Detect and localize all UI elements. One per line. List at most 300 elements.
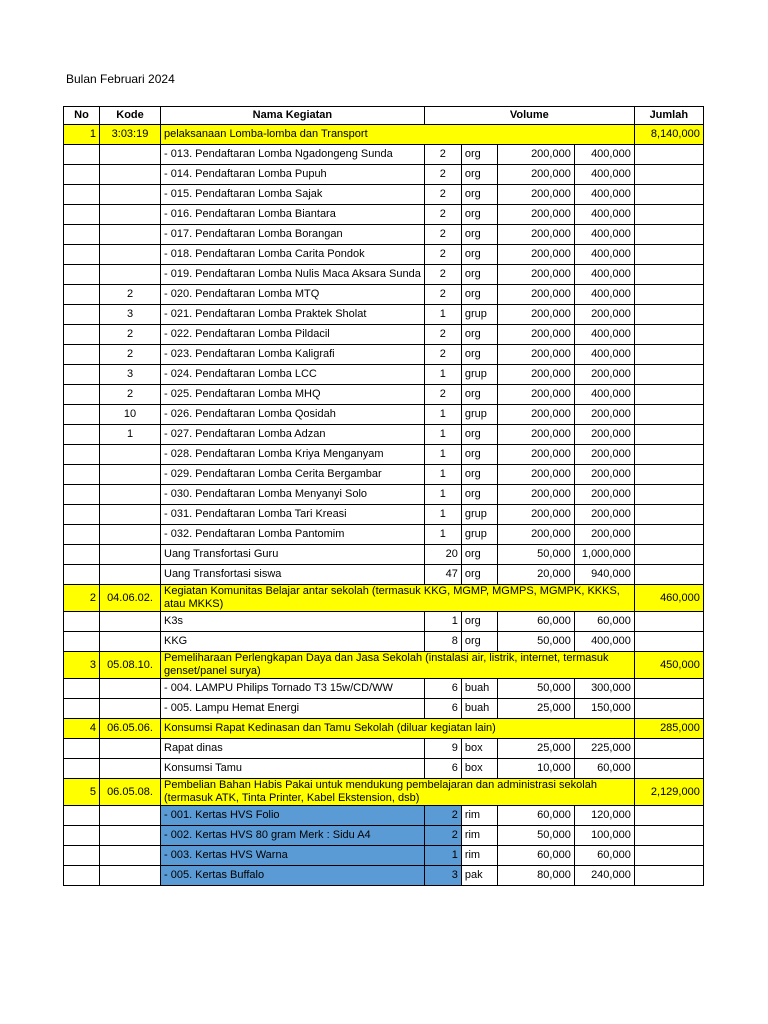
row-no: 3 bbox=[64, 652, 100, 679]
row-unit: grup bbox=[461, 505, 497, 525]
row-nama: - 028. Pendaftaran Lomba Kriya Menganyam bbox=[161, 445, 425, 465]
row-jumlah: 8,140,000 bbox=[634, 125, 703, 145]
row-no: 2 bbox=[64, 585, 100, 612]
row-nama: - 015. Pendaftaran Lomba Sajak bbox=[161, 185, 425, 205]
table-row bbox=[64, 165, 704, 185]
row-qty: 2 bbox=[424, 806, 461, 826]
row-no bbox=[64, 545, 100, 565]
row-no bbox=[64, 165, 100, 185]
row-price: 25,000 bbox=[497, 739, 574, 759]
row-nama: Pemeliharaan Perlengkapan Daya dan Jasa Sekolah (instalasi air, listrik, internet, termasuk genset/panel surya) bbox=[161, 652, 635, 679]
row-qty: 6 bbox=[424, 679, 461, 699]
row-jumlah bbox=[634, 285, 703, 305]
row-kode: 06.05.08. bbox=[100, 779, 161, 806]
row-jumlah: 2,129,000 bbox=[634, 779, 703, 806]
row-no bbox=[64, 505, 100, 525]
row-price: 20,000 bbox=[497, 565, 574, 585]
row-total: 200,000 bbox=[574, 305, 634, 325]
row-jumlah bbox=[634, 806, 703, 826]
row-qty: 1 bbox=[424, 505, 461, 525]
header-nama: Nama Kegiatan bbox=[161, 107, 425, 125]
row-price: 200,000 bbox=[497, 285, 574, 305]
budget-table bbox=[63, 106, 704, 886]
row-total: 100,000 bbox=[574, 826, 634, 846]
row-kode bbox=[100, 145, 161, 165]
row-no bbox=[64, 405, 100, 425]
row-unit: pak bbox=[461, 866, 497, 886]
row-total: 400,000 bbox=[574, 245, 634, 265]
row-qty: 2 bbox=[424, 345, 461, 365]
row-price: 200,000 bbox=[497, 445, 574, 465]
row-total: 200,000 bbox=[574, 445, 634, 465]
row-total: 300,000 bbox=[574, 679, 634, 699]
row-total: 60,000 bbox=[574, 759, 634, 779]
row-jumlah bbox=[634, 826, 703, 846]
row-qty: 2 bbox=[424, 225, 461, 245]
row-price: 200,000 bbox=[497, 245, 574, 265]
row-kode bbox=[100, 525, 161, 545]
row-jumlah bbox=[634, 225, 703, 245]
row-nama: - 003. Kertas HVS Warna bbox=[161, 846, 425, 866]
row-total: 940,000 bbox=[574, 565, 634, 585]
row-kode: 05.08.10. bbox=[100, 652, 161, 679]
row-nama: - 014. Pendaftaran Lomba Pupuh bbox=[161, 165, 425, 185]
row-total: 400,000 bbox=[574, 325, 634, 345]
row-unit: grup bbox=[461, 405, 497, 425]
table-body bbox=[64, 125, 704, 886]
row-kode bbox=[100, 806, 161, 826]
table-row bbox=[64, 565, 704, 585]
row-kode: 2 bbox=[100, 385, 161, 405]
row-jumlah: 450,000 bbox=[634, 652, 703, 679]
row-qty: 2 bbox=[424, 165, 461, 185]
row-price: 50,000 bbox=[497, 632, 574, 652]
row-total: 200,000 bbox=[574, 525, 634, 545]
table-row bbox=[64, 465, 704, 485]
row-no bbox=[64, 485, 100, 505]
row-no bbox=[64, 826, 100, 846]
table-row bbox=[64, 345, 704, 365]
row-total: 400,000 bbox=[574, 165, 634, 185]
row-price: 200,000 bbox=[497, 505, 574, 525]
table-row bbox=[64, 245, 704, 265]
row-total: 200,000 bbox=[574, 465, 634, 485]
header-kode: Kode bbox=[100, 107, 161, 125]
row-jumlah bbox=[634, 485, 703, 505]
row-nama: Pembelian Bahan Habis Pakai untuk mendukung pembelajaran dan administrasi sekolah (termasuk ATK, Tinta Printer, Kabel Ekstension, dsb) bbox=[161, 779, 635, 806]
row-kode: 3:03:19 bbox=[100, 125, 161, 145]
table-row bbox=[64, 739, 704, 759]
table-row bbox=[64, 679, 704, 699]
row-price: 50,000 bbox=[497, 826, 574, 846]
row-price: 200,000 bbox=[497, 365, 574, 385]
row-price: 60,000 bbox=[497, 612, 574, 632]
row-total: 400,000 bbox=[574, 185, 634, 205]
table-row bbox=[64, 632, 704, 652]
row-kode: 10 bbox=[100, 405, 161, 425]
table-row bbox=[64, 485, 704, 505]
row-kode bbox=[100, 866, 161, 886]
row-kode bbox=[100, 445, 161, 465]
row-total: 150,000 bbox=[574, 699, 634, 719]
row-no bbox=[64, 679, 100, 699]
table-row bbox=[64, 505, 704, 525]
row-price: 10,000 bbox=[497, 759, 574, 779]
row-unit: org bbox=[461, 225, 497, 245]
row-total: 400,000 bbox=[574, 145, 634, 165]
row-total: 60,000 bbox=[574, 612, 634, 632]
row-price: 25,000 bbox=[497, 699, 574, 719]
row-jumlah bbox=[634, 185, 703, 205]
row-jumlah bbox=[634, 165, 703, 185]
row-nama: - 032. Pendaftaran Lomba Pantomim bbox=[161, 525, 425, 545]
row-qty: 2 bbox=[424, 325, 461, 345]
row-no bbox=[64, 565, 100, 585]
row-unit: org bbox=[461, 385, 497, 405]
row-total: 200,000 bbox=[574, 505, 634, 525]
row-unit: org bbox=[461, 545, 497, 565]
row-no bbox=[64, 145, 100, 165]
row-kode bbox=[100, 225, 161, 245]
row-kode bbox=[100, 699, 161, 719]
row-qty: 1 bbox=[424, 465, 461, 485]
row-price: 200,000 bbox=[497, 425, 574, 445]
row-unit: org bbox=[461, 465, 497, 485]
table-row bbox=[64, 225, 704, 245]
row-jumlah bbox=[634, 445, 703, 465]
row-qty: 2 bbox=[424, 145, 461, 165]
row-jumlah bbox=[634, 632, 703, 652]
row-nama: - 020. Pendaftaran Lomba MTQ bbox=[161, 285, 425, 305]
row-qty: 20 bbox=[424, 545, 461, 565]
row-total: 200,000 bbox=[574, 485, 634, 505]
row-total: 200,000 bbox=[574, 425, 634, 445]
row-no bbox=[64, 345, 100, 365]
table-row bbox=[64, 866, 704, 886]
row-nama: - 019. Pendaftaran Lomba Nulis Maca Aksara Sunda bbox=[161, 265, 425, 285]
row-jumlah bbox=[634, 325, 703, 345]
row-kode bbox=[100, 265, 161, 285]
row-unit: org bbox=[461, 612, 497, 632]
row-nama: - 001. Kertas HVS Folio bbox=[161, 806, 425, 826]
row-jumlah bbox=[634, 545, 703, 565]
row-total: 400,000 bbox=[574, 632, 634, 652]
row-kode: 3 bbox=[100, 365, 161, 385]
header-jumlah: Jumlah bbox=[634, 107, 703, 125]
row-jumlah bbox=[634, 145, 703, 165]
row-nama: - 013. Pendaftaran Lomba Ngadongeng Sunda bbox=[161, 145, 425, 165]
row-nama: - 018. Pendaftaran Lomba Carita Pondok bbox=[161, 245, 425, 265]
row-nama: - 022. Pendaftaran Lomba Pildacil bbox=[161, 325, 425, 345]
row-unit: org bbox=[461, 285, 497, 305]
row-total: 400,000 bbox=[574, 385, 634, 405]
row-no bbox=[64, 185, 100, 205]
row-qty: 6 bbox=[424, 699, 461, 719]
row-kode bbox=[100, 505, 161, 525]
row-kode bbox=[100, 612, 161, 632]
row-kode: 2 bbox=[100, 345, 161, 365]
row-qty: 2 bbox=[424, 285, 461, 305]
row-nama: - 002. Kertas HVS 80 gram Merk : Sidu A4 bbox=[161, 826, 425, 846]
row-price: 200,000 bbox=[497, 185, 574, 205]
header-no: No bbox=[64, 107, 100, 125]
row-unit: org bbox=[461, 245, 497, 265]
row-qty: 1 bbox=[424, 525, 461, 545]
row-no bbox=[64, 265, 100, 285]
row-no bbox=[64, 325, 100, 345]
row-qty: 1 bbox=[424, 445, 461, 465]
row-jumlah: 285,000 bbox=[634, 719, 703, 739]
row-qty: 1 bbox=[424, 365, 461, 385]
row-jumlah bbox=[634, 205, 703, 225]
row-nama: - 016. Pendaftaran Lomba Biantara bbox=[161, 205, 425, 225]
row-no bbox=[64, 205, 100, 225]
row-total: 400,000 bbox=[574, 205, 634, 225]
row-nama: Konsumsi Rapat Kedinasan dan Tamu Sekolah (diluar kegiatan lain) bbox=[161, 719, 635, 739]
row-no: 1 bbox=[64, 125, 100, 145]
row-total: 225,000 bbox=[574, 739, 634, 759]
row-total: 400,000 bbox=[574, 225, 634, 245]
row-nama: Kegiatan Komunitas Belajar antar sekolah (termasuk KKG, MGMP, MGMPS, MGMPK, KKKS, atau MKKS) bbox=[161, 585, 635, 612]
row-unit: org bbox=[461, 185, 497, 205]
row-kode: 04.06.02. bbox=[100, 585, 161, 612]
row-jumlah bbox=[634, 405, 703, 425]
row-no bbox=[64, 385, 100, 405]
row-price: 200,000 bbox=[497, 225, 574, 245]
table-row bbox=[64, 545, 704, 565]
row-jumlah bbox=[634, 265, 703, 285]
row-price: 200,000 bbox=[497, 405, 574, 425]
section-row bbox=[64, 125, 704, 145]
row-no bbox=[64, 425, 100, 445]
row-total: 400,000 bbox=[574, 285, 634, 305]
row-unit: org bbox=[461, 445, 497, 465]
row-nama: - 027. Pendaftaran Lomba Adzan bbox=[161, 425, 425, 445]
row-unit: grup bbox=[461, 365, 497, 385]
row-jumlah bbox=[634, 866, 703, 886]
table-row bbox=[64, 265, 704, 285]
row-price: 200,000 bbox=[497, 265, 574, 285]
row-jumlah bbox=[634, 846, 703, 866]
row-kode bbox=[100, 485, 161, 505]
row-price: 200,000 bbox=[497, 465, 574, 485]
table-row bbox=[64, 826, 704, 846]
row-nama: KKG bbox=[161, 632, 425, 652]
row-unit: rim bbox=[461, 846, 497, 866]
row-kode bbox=[100, 759, 161, 779]
row-jumlah bbox=[634, 425, 703, 445]
row-qty: 6 bbox=[424, 759, 461, 779]
row-price: 200,000 bbox=[497, 305, 574, 325]
row-no bbox=[64, 465, 100, 485]
row-no bbox=[64, 759, 100, 779]
row-kode bbox=[100, 165, 161, 185]
row-total: 200,000 bbox=[574, 405, 634, 425]
table-row bbox=[64, 425, 704, 445]
row-unit: buah bbox=[461, 699, 497, 719]
row-unit: org bbox=[461, 265, 497, 285]
row-qty: 9 bbox=[424, 739, 461, 759]
table-row bbox=[64, 612, 704, 632]
row-unit: org bbox=[461, 485, 497, 505]
row-unit: org bbox=[461, 145, 497, 165]
row-price: 200,000 bbox=[497, 325, 574, 345]
row-nama: - 026. Pendaftaran Lomba Qosidah bbox=[161, 405, 425, 425]
row-kode bbox=[100, 679, 161, 699]
row-kode bbox=[100, 465, 161, 485]
row-price: 200,000 bbox=[497, 145, 574, 165]
row-price: 60,000 bbox=[497, 806, 574, 826]
row-no bbox=[64, 699, 100, 719]
row-nama: - 005. Lampu Hemat Energi bbox=[161, 699, 425, 719]
row-price: 200,000 bbox=[497, 345, 574, 365]
row-qty: 1 bbox=[424, 846, 461, 866]
row-unit: buah bbox=[461, 679, 497, 699]
row-price: 50,000 bbox=[497, 545, 574, 565]
table-row bbox=[64, 185, 704, 205]
row-no bbox=[64, 739, 100, 759]
row-unit: grup bbox=[461, 305, 497, 325]
row-no bbox=[64, 285, 100, 305]
row-qty: 2 bbox=[424, 265, 461, 285]
row-jumlah bbox=[634, 525, 703, 545]
row-nama: - 017. Pendaftaran Lomba Borangan bbox=[161, 225, 425, 245]
row-unit: org bbox=[461, 205, 497, 225]
row-qty: 2 bbox=[424, 826, 461, 846]
row-unit: org bbox=[461, 425, 497, 445]
section-row bbox=[64, 779, 704, 806]
row-jumlah bbox=[634, 505, 703, 525]
table-row bbox=[64, 445, 704, 465]
header-volume: Volume bbox=[424, 107, 634, 125]
row-total: 240,000 bbox=[574, 866, 634, 886]
row-qty: 3 bbox=[424, 866, 461, 886]
row-total: 120,000 bbox=[574, 806, 634, 826]
row-kode: 3 bbox=[100, 305, 161, 325]
row-kode bbox=[100, 545, 161, 565]
row-kode bbox=[100, 846, 161, 866]
row-no bbox=[64, 245, 100, 265]
row-no: 4 bbox=[64, 719, 100, 739]
section-row bbox=[64, 585, 704, 612]
row-price: 200,000 bbox=[497, 205, 574, 225]
table-row bbox=[64, 405, 704, 425]
row-nama: pelaksanaan Lomba-lomba dan Transport bbox=[161, 125, 635, 145]
table-row bbox=[64, 806, 704, 826]
row-total: 400,000 bbox=[574, 265, 634, 285]
row-jumlah bbox=[634, 679, 703, 699]
row-kode bbox=[100, 185, 161, 205]
row-total: 400,000 bbox=[574, 345, 634, 365]
row-jumlah bbox=[634, 612, 703, 632]
row-unit: org bbox=[461, 565, 497, 585]
row-nama: - 005. Kertas Buffalo bbox=[161, 866, 425, 886]
row-qty: 1 bbox=[424, 405, 461, 425]
table-row bbox=[64, 325, 704, 345]
row-unit: box bbox=[461, 739, 497, 759]
row-nama: Konsumsi Tamu bbox=[161, 759, 425, 779]
row-total: 1,000,000 bbox=[574, 545, 634, 565]
row-no bbox=[64, 365, 100, 385]
row-no bbox=[64, 305, 100, 325]
row-nama: - 029. Pendaftaran Lomba Cerita Bergambar bbox=[161, 465, 425, 485]
row-kode bbox=[100, 245, 161, 265]
row-price: 200,000 bbox=[497, 525, 574, 545]
table-row bbox=[64, 145, 704, 165]
row-qty: 47 bbox=[424, 565, 461, 585]
row-nama: - 021. Pendaftaran Lomba Praktek Sholat bbox=[161, 305, 425, 325]
row-jumlah bbox=[634, 385, 703, 405]
row-no bbox=[64, 445, 100, 465]
section-row bbox=[64, 719, 704, 739]
row-jumlah bbox=[634, 245, 703, 265]
row-qty: 2 bbox=[424, 385, 461, 405]
row-kode: 1 bbox=[100, 425, 161, 445]
row-qty: 2 bbox=[424, 205, 461, 225]
row-jumlah: 460,000 bbox=[634, 585, 703, 612]
row-jumlah bbox=[634, 465, 703, 485]
row-qty: 1 bbox=[424, 612, 461, 632]
row-nama: - 025. Pendaftaran Lomba MHQ bbox=[161, 385, 425, 405]
header-row bbox=[64, 107, 704, 125]
row-price: 200,000 bbox=[497, 485, 574, 505]
row-nama: Rapat dinas bbox=[161, 739, 425, 759]
row-nama: - 024. Pendaftaran Lomba LCC bbox=[161, 365, 425, 385]
row-kode bbox=[100, 739, 161, 759]
row-kode bbox=[100, 565, 161, 585]
table-row bbox=[64, 846, 704, 866]
row-nama: - 030. Pendaftaran Lomba Menyanyi Solo bbox=[161, 485, 425, 505]
row-nama: K3s bbox=[161, 612, 425, 632]
row-price: 80,000 bbox=[497, 866, 574, 886]
table-row bbox=[64, 699, 704, 719]
row-kode: 2 bbox=[100, 285, 161, 305]
row-unit: org bbox=[461, 345, 497, 365]
row-price: 60,000 bbox=[497, 846, 574, 866]
row-nama: - 004. LAMPU Philips Tornado T3 15w/CD/WW bbox=[161, 679, 425, 699]
row-price: 200,000 bbox=[497, 385, 574, 405]
row-price: 50,000 bbox=[497, 679, 574, 699]
row-qty: 1 bbox=[424, 305, 461, 325]
table-row bbox=[64, 385, 704, 405]
row-total: 200,000 bbox=[574, 365, 634, 385]
row-kode bbox=[100, 632, 161, 652]
row-jumlah bbox=[634, 565, 703, 585]
page-title: Bulan Februari 2024 bbox=[66, 72, 175, 86]
row-jumlah bbox=[634, 739, 703, 759]
row-no bbox=[64, 525, 100, 545]
row-unit: rim bbox=[461, 826, 497, 846]
row-kode bbox=[100, 205, 161, 225]
row-jumlah bbox=[634, 759, 703, 779]
table-row bbox=[64, 285, 704, 305]
row-qty: 2 bbox=[424, 245, 461, 265]
row-no: 5 bbox=[64, 779, 100, 806]
row-jumlah bbox=[634, 365, 703, 385]
row-unit: box bbox=[461, 759, 497, 779]
row-unit: org bbox=[461, 632, 497, 652]
row-price: 200,000 bbox=[497, 165, 574, 185]
row-unit: grup bbox=[461, 525, 497, 545]
row-kode bbox=[100, 826, 161, 846]
row-qty: 1 bbox=[424, 485, 461, 505]
row-jumlah bbox=[634, 305, 703, 325]
row-kode: 2 bbox=[100, 325, 161, 345]
row-no bbox=[64, 846, 100, 866]
table-row bbox=[64, 205, 704, 225]
row-jumlah bbox=[634, 699, 703, 719]
row-qty: 1 bbox=[424, 425, 461, 445]
